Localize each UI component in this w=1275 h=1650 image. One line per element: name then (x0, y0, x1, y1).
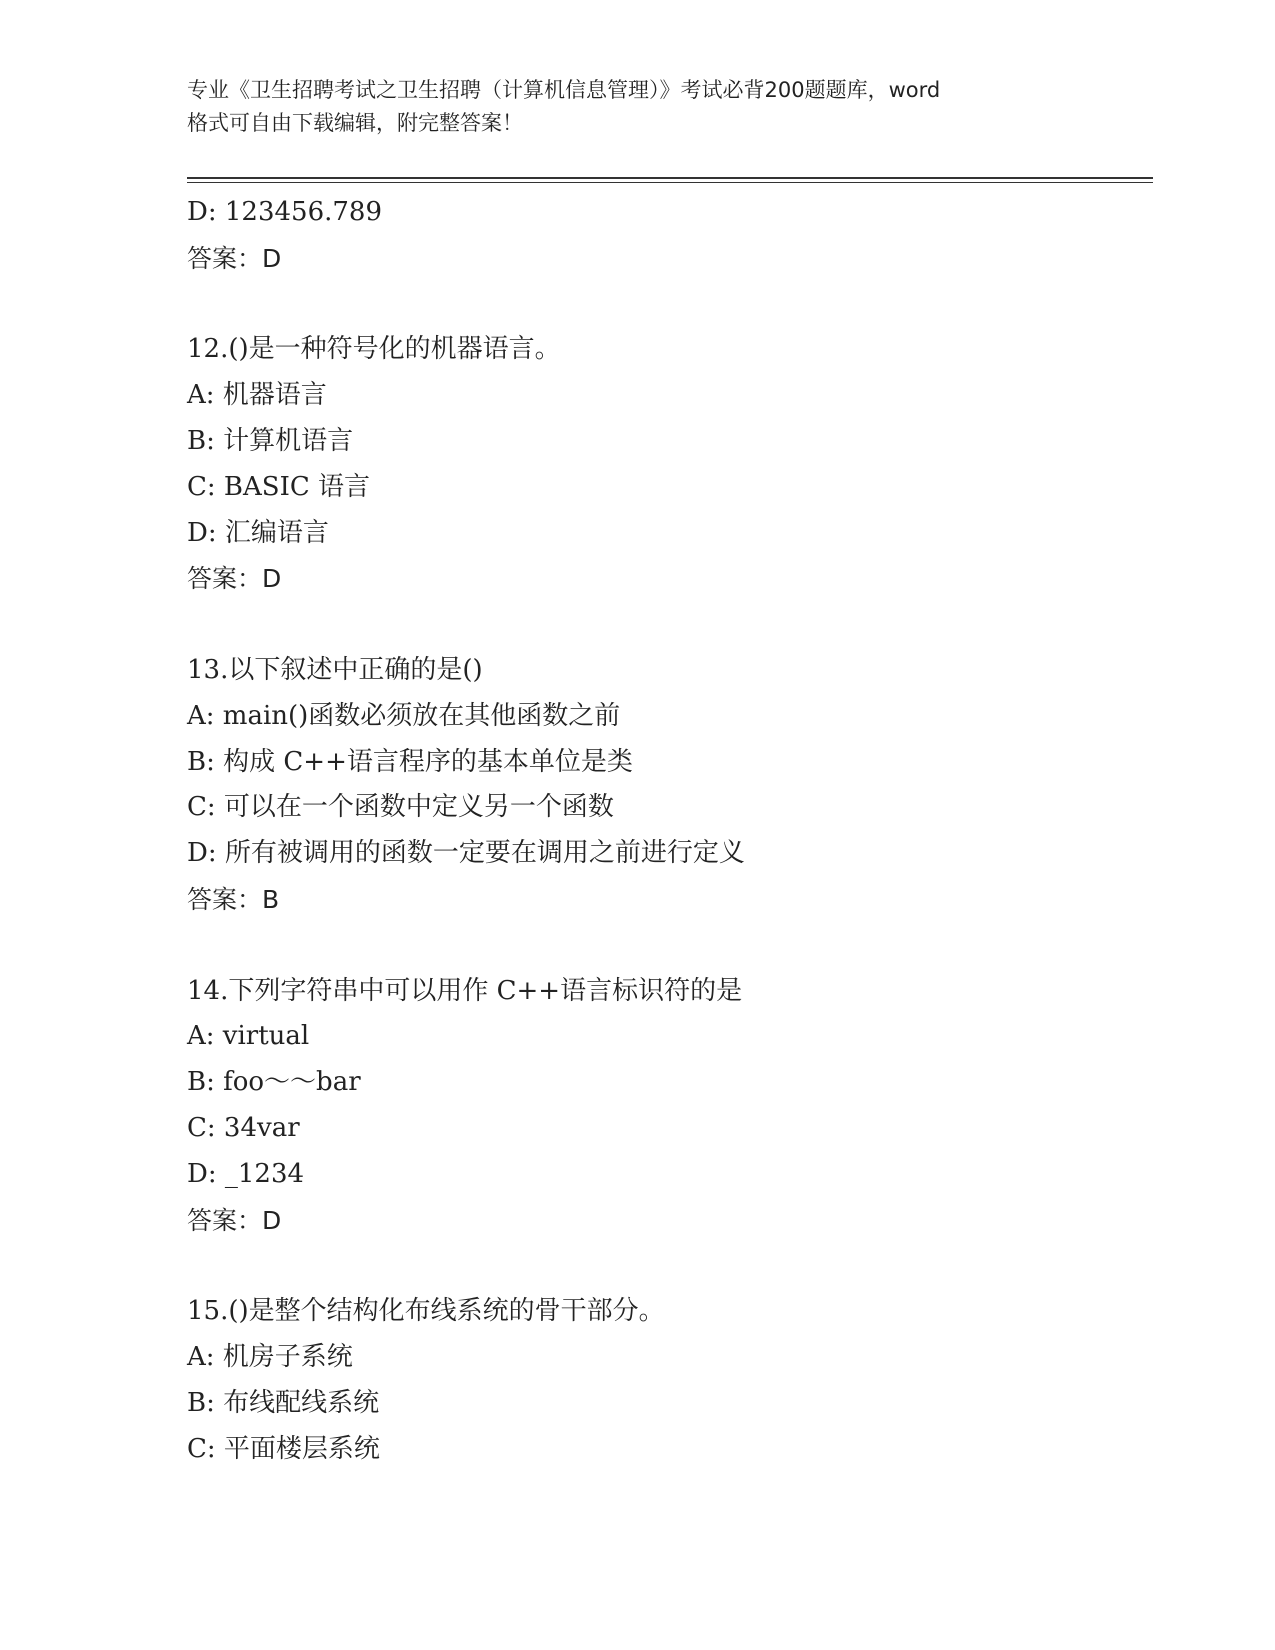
header-line-1: 专业《卫生招聘考试之卫生招聘（计算机信息管理）》考试必背200题题库，word (187, 78, 941, 102)
question-13-stem: 13.以下叙述中正确的是() (187, 654, 483, 685)
question-12-option-a: A: 机器语言 (187, 380, 327, 411)
document-header (187, 74, 1087, 140)
question-14-option-a: A: virtual (187, 1021, 310, 1052)
prev-option-d: D: 123456.789 (187, 197, 383, 227)
question-list (187, 190, 1147, 1472)
question-15-option-b: B: 布线配线系统 (187, 1387, 380, 1418)
header-line-2: 格式可自由下载编辑，附完整答案！ (187, 111, 523, 135)
question-13-option-a: A: main()函数必须放在其他函数之前 (187, 700, 621, 731)
spacer (187, 1243, 1147, 1289)
question-13-option-d: D: 所有被调用的函数一定要在调用之前进行定义 (187, 838, 745, 869)
question-12-option-c: C: BASIC 语言 (187, 471, 371, 502)
question-14-answer: 答案：D (187, 1205, 282, 1235)
spacer (187, 602, 1147, 648)
question-13-answer: 答案：B (187, 884, 280, 914)
question-15-option-a: A: 机房子系统 (187, 1341, 353, 1372)
question-13-option-c: C: 可以在一个函数中定义另一个函数 (187, 792, 614, 823)
prev-answer: 答案：D (187, 243, 282, 273)
question-12-answer: 答案：D (187, 564, 282, 594)
spacer (187, 282, 1147, 328)
question-13-option-b: B: 构成 C++语言程序的基本单位是类 (187, 746, 633, 777)
question-14-option-c: C: 34var (187, 1112, 300, 1143)
question-12-option-d: D: 汇编语言 (187, 517, 329, 548)
spacer (187, 923, 1147, 969)
question-15-stem: 15.()是整个结构化布线系统的骨干部分。 (187, 1296, 665, 1327)
header-divider-thin (187, 182, 1153, 183)
question-12-stem: 12.()是一种符号化的机器语言。 (187, 334, 561, 365)
question-14-option-d: D: _1234 (187, 1158, 305, 1189)
question-14-option-b: B: foo～～bar (187, 1067, 361, 1098)
question-12-option-b: B: 计算机语言 (187, 425, 354, 456)
question-14-stem: 14.下列字符串中可以用作 C++语言标识符的是 (187, 975, 743, 1006)
question-15-option-c: C: 平面楼层系统 (187, 1433, 380, 1464)
header-divider-thick (187, 177, 1153, 179)
